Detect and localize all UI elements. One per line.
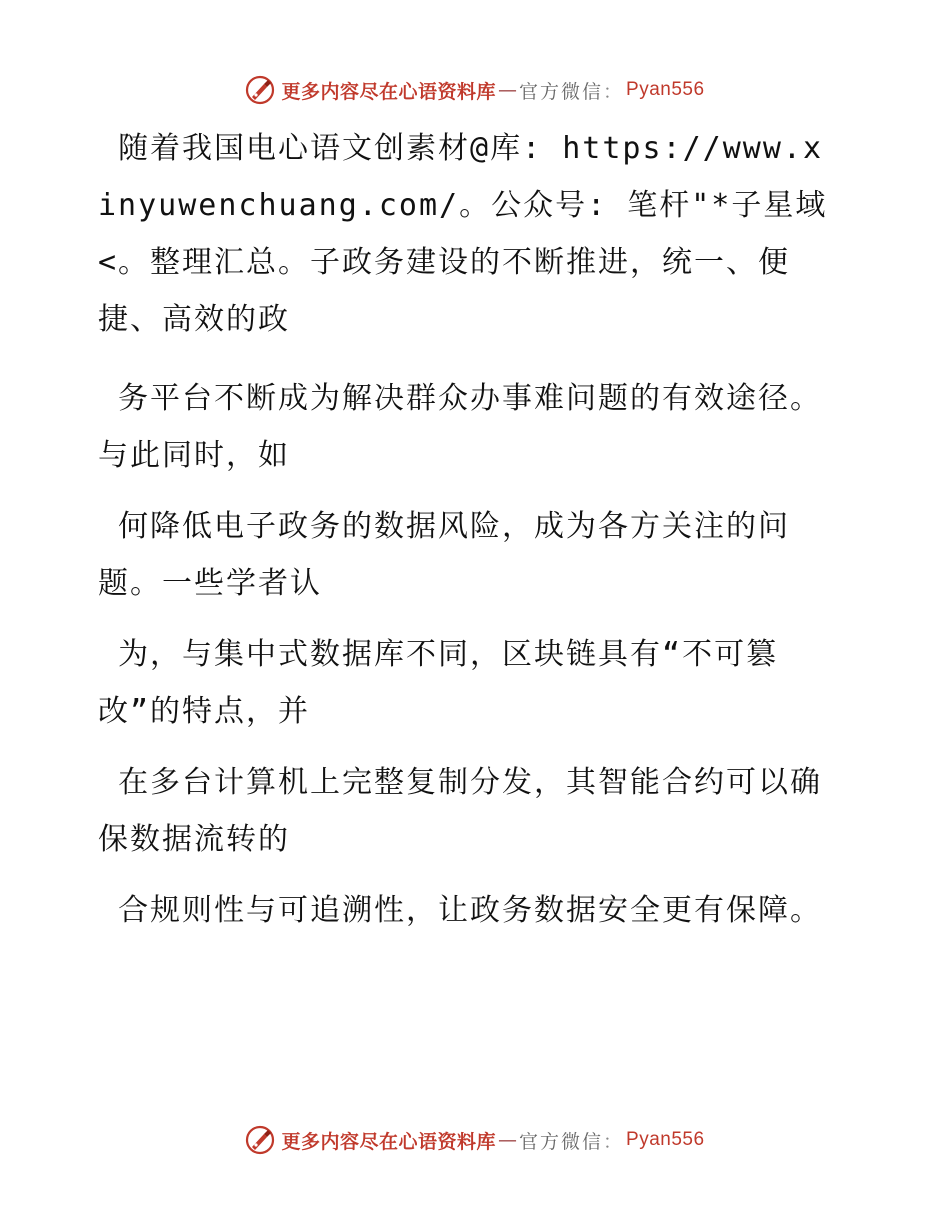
banner-wechat-id: Pyan556 [626,79,705,100]
banner-colon: ： [603,1130,623,1153]
header-banner [0,70,950,110]
footer-banner [0,1120,950,1160]
paragraph-2: 务平台不断成为解决群众办事难问题的有效途径。与此同时，如 [98,381,823,473]
paragraph-4: 为，与集中式数据库不同，区块链具有“不可篡改”的特点，并 [98,637,779,729]
banner-wechat-id: Pyan556 [626,1129,705,1150]
paragraph-1: 随着我国电心语文创素材@库: https://www.xinyuwenchuang.com/。公众号: 笔杆"*子星域<。整理汇总。子政务建设的不断推进，统一、便捷、高效的政 [98,131,828,337]
paragraph-5: 在多台计算机上完整复制分发，其智能合约可以确保数据流转的 [98,765,823,857]
pen-nib-icon [245,1125,275,1155]
banner-colon: ： [603,80,623,103]
pen-nib-icon [245,75,275,105]
banner-dash: — [497,1129,517,1151]
paragraph-6: 合规则性与可追溯性，让政务数据安全更有保障。 [98,893,823,928]
banner-dash: — [497,79,517,101]
banner-title: 更多内容尽在心语资料库 [281,1130,496,1153]
paragraph-3: 何降低电子政务的数据风险，成为各方关注的问题。一些学者认 [98,509,791,601]
banner-title: 更多内容尽在心语资料库 [281,80,496,103]
banner-wechat-label: 官方微信 [518,1130,603,1153]
document-body [98,120,838,953]
banner-wechat-label: 官方微信 [518,80,603,103]
